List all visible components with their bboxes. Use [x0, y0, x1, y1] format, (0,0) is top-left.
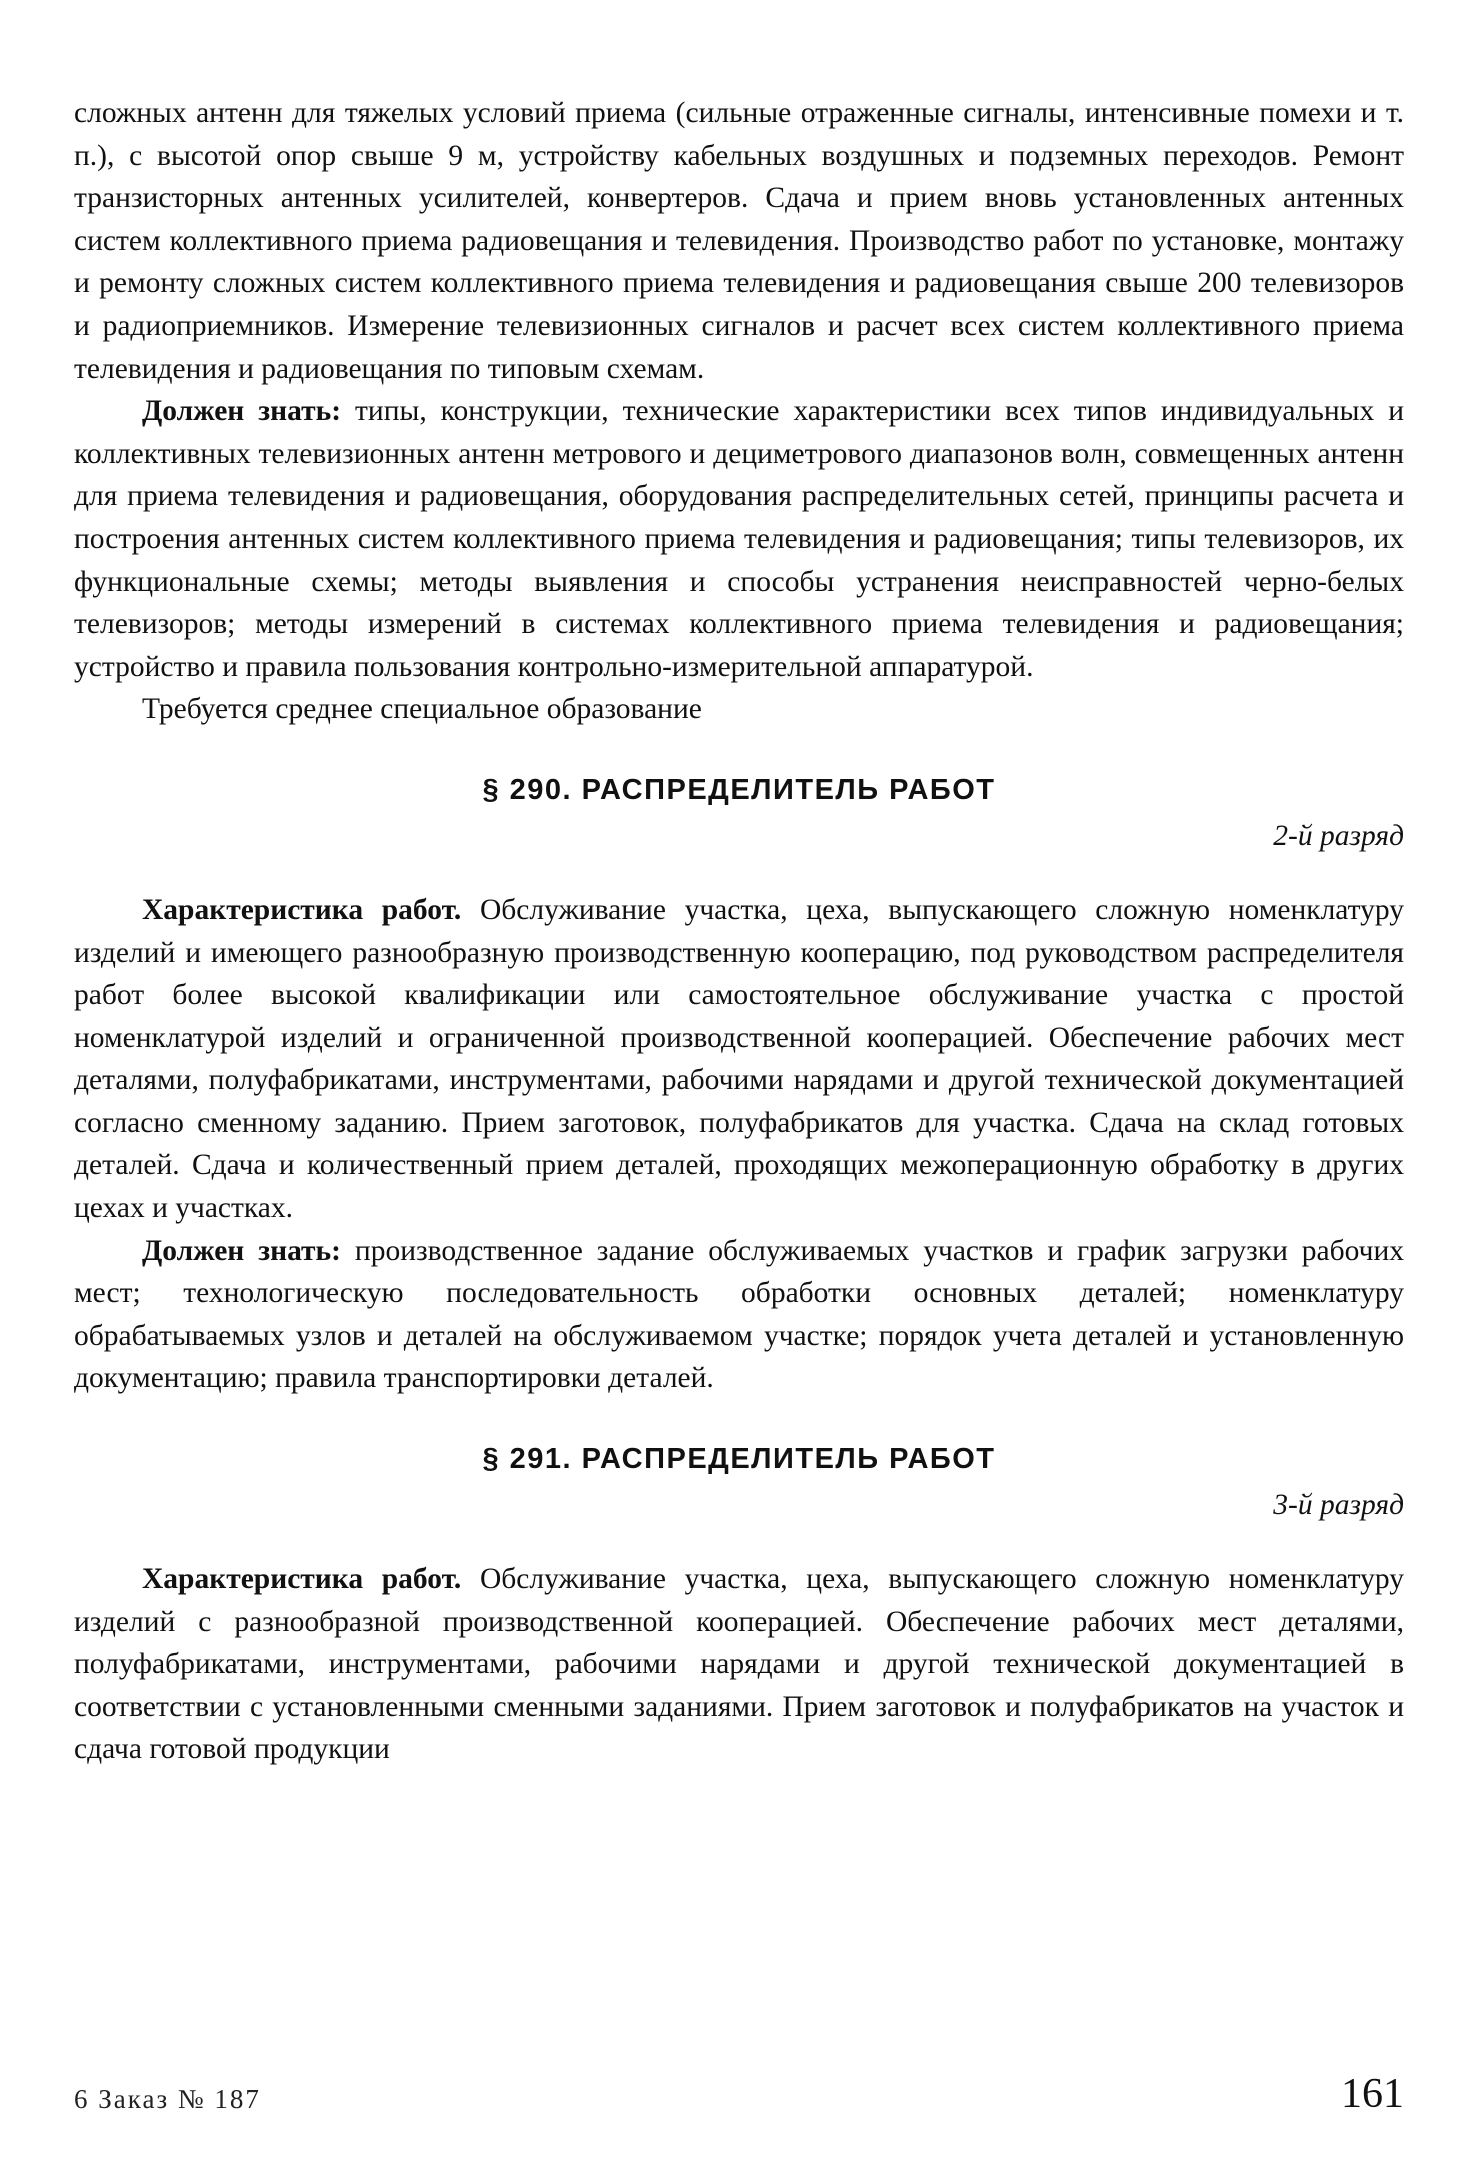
page-footer	[74, 2070, 1404, 2130]
section-290-char-lead: Характеристика работ.	[142, 893, 462, 926]
section-290-grade: 2-й разряд	[1273, 819, 1404, 852]
intro-paragraph: сложных антенн для тяжелых условий приема (сильные отраженные сигналы, интенсивные помехи и т. п.), с высотой опор свыше 9 м, устройству кабельных воздушных и подземных переходов. Ремонт транзисторных антенных усилителей, конвертеров. Сдача и прием вновь установленных антенных систем коллективного приема радиовещания и телевидения. Производство работ по установке, монтажу и ремонту сложных систем коллективного приема телевидения и радиовещания свыше 200 телевизоров и радиоприемников. Измерение телевизионных сигналов и расчет всех систем коллективного приема телевидения и радиовещания по типовым схемам.	[74, 97, 1404, 385]
section-290-char-text: Обслуживание участка, цеха, выпускающего сложную номенклатуру изделий и имеющего разнообразную производственную кооперацию, под руководством распределителя работ более высокой квалификации или самостоятельное обслуживание участка с простой номенклатурой изделий и ограниченной производственной кооперацией. Обеспечение рабочих мест деталями, полуфабрикатами, инструментами, рабочими нарядами и другой технической документацией согласно сменному заданию. Прием заготовок, полуфабрикатов для участка. Сдача на склад готовых деталей. Сдача и количественный прием деталей, проходящих межоперационную обработку в других цехах и участках.	[74, 893, 1404, 1225]
section-291-char-lead: Характеристика работ.	[142, 1563, 462, 1596]
section-291-char-text: Обслуживание участка, цеха, выпускающего сложную номенклатуру изделий с разнообразной производственной кооперацией. Обеспечение рабочих мест деталями, полуфабрикатами, инструментами, рабочими нарядами и другой технической документацией в соответствии с установленными сменными заданиями. Прием заготовок и полуфабрикатов на участок и сдача готовой продукции	[74, 1563, 1404, 1766]
section-291-title: § 291. РАСПРЕДЕЛИТЕЛЬ РАБОТ	[482, 1443, 996, 1476]
section-290-title: § 290. РАСПРЕДЕЛИТЕЛЬ РАБОТ	[482, 773, 996, 806]
section-290-must-know	[74, 1230, 1404, 1400]
page-body	[74, 92, 1404, 1771]
education-requirement: Требуется среднее специальное образование	[142, 693, 702, 726]
order-note: 6 Заказ № 187	[74, 2084, 261, 2114]
must-know-text: типы, конструкции, технические характеристики всех типов индивидуальных и коллективных телевизионных антенн метрового и дециметрового диапазонов волн, совмещенных антенн для приема телевидения и радиовещания, оборудования распределительных сетей, принципы расчета и построения антенных систем коллективного приема телевидения и радиовещания; типы телевизоров, их функциональные схемы; методы выявления и способы устранения неисправностей черно-белых телевизоров; методы измерений в системах коллективного приема телевидения и радиовещания; устройство и правила пользования контрольно-измерительной аппаратурой.	[74, 395, 1404, 683]
section-290-know-text: производственное задание обслуживаемых участков и график загрузки рабочих мест; технологическую последовательность обработки основных деталей; номенклатуру обрабатываемых узлов и деталей на обслуживаемом участке; порядок учета деталей и установленную документацию; правила транспортировки деталей.	[74, 1234, 1404, 1395]
must-know-lead: Должен знать:	[142, 395, 342, 428]
section-290-characteristics	[74, 889, 1404, 1230]
section-290-know-lead: Должен знать:	[142, 1234, 341, 1267]
page-number: 161	[1341, 2071, 1404, 2117]
section-291-characteristics	[74, 1558, 1404, 1771]
must-know-paragraph	[74, 390, 1404, 688]
section-291-grade: 3-й разряд	[1273, 1489, 1404, 1522]
